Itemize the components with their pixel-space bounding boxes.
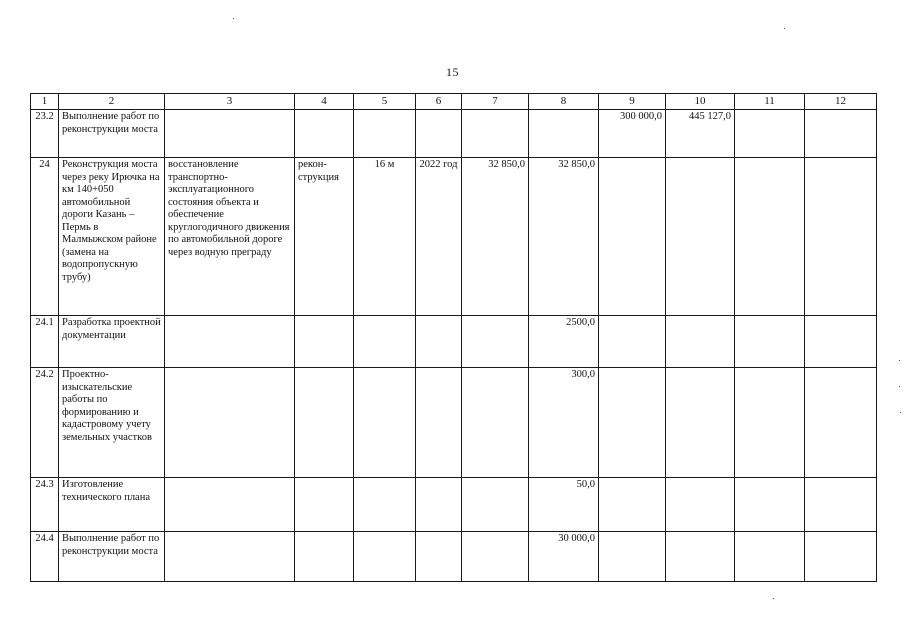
value-cell-11 — [735, 158, 805, 316]
column-header: 9 — [599, 94, 666, 110]
table-row — [31, 158, 877, 316]
value-cell-12 — [805, 316, 877, 368]
row-number-cell: 23.2 — [31, 110, 59, 158]
work-name-cell: Выполнение работ по реконструкции моста — [59, 110, 165, 158]
year-cell — [416, 110, 462, 158]
capacity-cell — [354, 368, 416, 478]
value-cell-8: 300,0 — [529, 368, 599, 478]
capacity-cell — [354, 316, 416, 368]
work-name-cell: Изготовление технического плана — [59, 478, 165, 532]
scan-speck — [899, 360, 900, 361]
value-cell-11 — [735, 532, 805, 582]
value-cell-9 — [599, 532, 666, 582]
capacity-cell — [354, 532, 416, 582]
work-name-cell: Выполнение работ по реконструкции моста — [59, 532, 165, 582]
scan-speck — [899, 386, 900, 387]
value-cell-7 — [462, 368, 529, 478]
page-number: 15 — [446, 65, 459, 79]
value-cell-9 — [599, 158, 666, 316]
value-cell-10 — [666, 532, 735, 582]
scan-speck — [784, 28, 785, 29]
year-cell — [416, 478, 462, 532]
value-cell-10 — [666, 158, 735, 316]
work-type-cell: рекон-струкция — [295, 158, 354, 316]
purpose-cell — [165, 110, 295, 158]
purpose-cell — [165, 368, 295, 478]
value-cell-10 — [666, 478, 735, 532]
work-name-cell: Разработка проектной документации — [59, 316, 165, 368]
row-number-cell: 24.3 — [31, 478, 59, 532]
work-type-cell — [295, 316, 354, 368]
value-cell-7 — [462, 532, 529, 582]
value-cell-7 — [462, 316, 529, 368]
purpose-cell: восстановление транспортно-эксплуатационного состояния объекта и обеспечение круглогодичного движения по автомобильной дороге через водную преграду — [165, 158, 295, 316]
value-cell-12 — [805, 532, 877, 582]
value-cell-11 — [735, 110, 805, 158]
column-header: 1 — [31, 94, 59, 110]
purpose-cell — [165, 532, 295, 582]
value-cell-10 — [666, 316, 735, 368]
value-cell-8: 2500,0 — [529, 316, 599, 368]
column-header: 3 — [165, 94, 295, 110]
scan-speck — [900, 412, 901, 413]
column-header: 11 — [735, 94, 805, 110]
header-row — [31, 94, 877, 110]
value-cell-11 — [735, 478, 805, 532]
purpose-cell — [165, 478, 295, 532]
row-number-cell: 24 — [31, 158, 59, 316]
scan-speck — [233, 18, 234, 19]
column-header: 8 — [529, 94, 599, 110]
work-name-cell: Реконструкция моста через реку Ирючка на км 140+050 автомобильной дороги Казань – Пермь в Малмыжском районе (замена на водопропускную трубу) — [59, 158, 165, 316]
scan-speck — [773, 598, 774, 599]
value-cell-7 — [462, 110, 529, 158]
column-header: 2 — [59, 94, 165, 110]
year-cell — [416, 368, 462, 478]
value-cell-10: 445 127,0 — [666, 110, 735, 158]
value-cell-9: 300 000,0 — [599, 110, 666, 158]
value-cell-8: 30 000,0 — [529, 532, 599, 582]
year-cell: 2022 год — [416, 158, 462, 316]
purpose-cell — [165, 316, 295, 368]
capacity-cell — [354, 110, 416, 158]
year-cell — [416, 532, 462, 582]
work-type-cell — [295, 532, 354, 582]
table-row — [31, 478, 877, 532]
value-cell-12 — [805, 110, 877, 158]
column-header: 10 — [666, 94, 735, 110]
value-cell-7: 32 850,0 — [462, 158, 529, 316]
value-cell-8 — [529, 110, 599, 158]
value-cell-9 — [599, 368, 666, 478]
value-cell-9 — [599, 316, 666, 368]
capacity-cell — [354, 478, 416, 532]
value-cell-8: 50,0 — [529, 478, 599, 532]
value-cell-12 — [805, 478, 877, 532]
row-number-cell: 24.2 — [31, 368, 59, 478]
table-row — [31, 316, 877, 368]
value-cell-7 — [462, 478, 529, 532]
table-row — [31, 532, 877, 582]
value-cell-11 — [735, 316, 805, 368]
row-number-cell: 24.4 — [31, 532, 59, 582]
value-cell-9 — [599, 478, 666, 532]
data-table — [30, 93, 877, 582]
work-type-cell — [295, 368, 354, 478]
row-number-cell: 24.1 — [31, 316, 59, 368]
work-type-cell — [295, 478, 354, 532]
table-row — [31, 368, 877, 478]
capacity-cell: 16 м — [354, 158, 416, 316]
column-header: 12 — [805, 94, 877, 110]
value-cell-8: 32 850,0 — [529, 158, 599, 316]
column-header: 7 — [462, 94, 529, 110]
year-cell — [416, 316, 462, 368]
value-cell-12 — [805, 368, 877, 478]
value-cell-11 — [735, 368, 805, 478]
value-cell-10 — [666, 368, 735, 478]
value-cell-12 — [805, 158, 877, 316]
table-row — [31, 110, 877, 158]
work-type-cell — [295, 110, 354, 158]
column-header: 4 — [295, 94, 354, 110]
column-header: 5 — [354, 94, 416, 110]
column-header: 6 — [416, 94, 462, 110]
work-name-cell: Проектно-изыскательские работы по формированию и кадастровому учету земельных участков — [59, 368, 165, 478]
